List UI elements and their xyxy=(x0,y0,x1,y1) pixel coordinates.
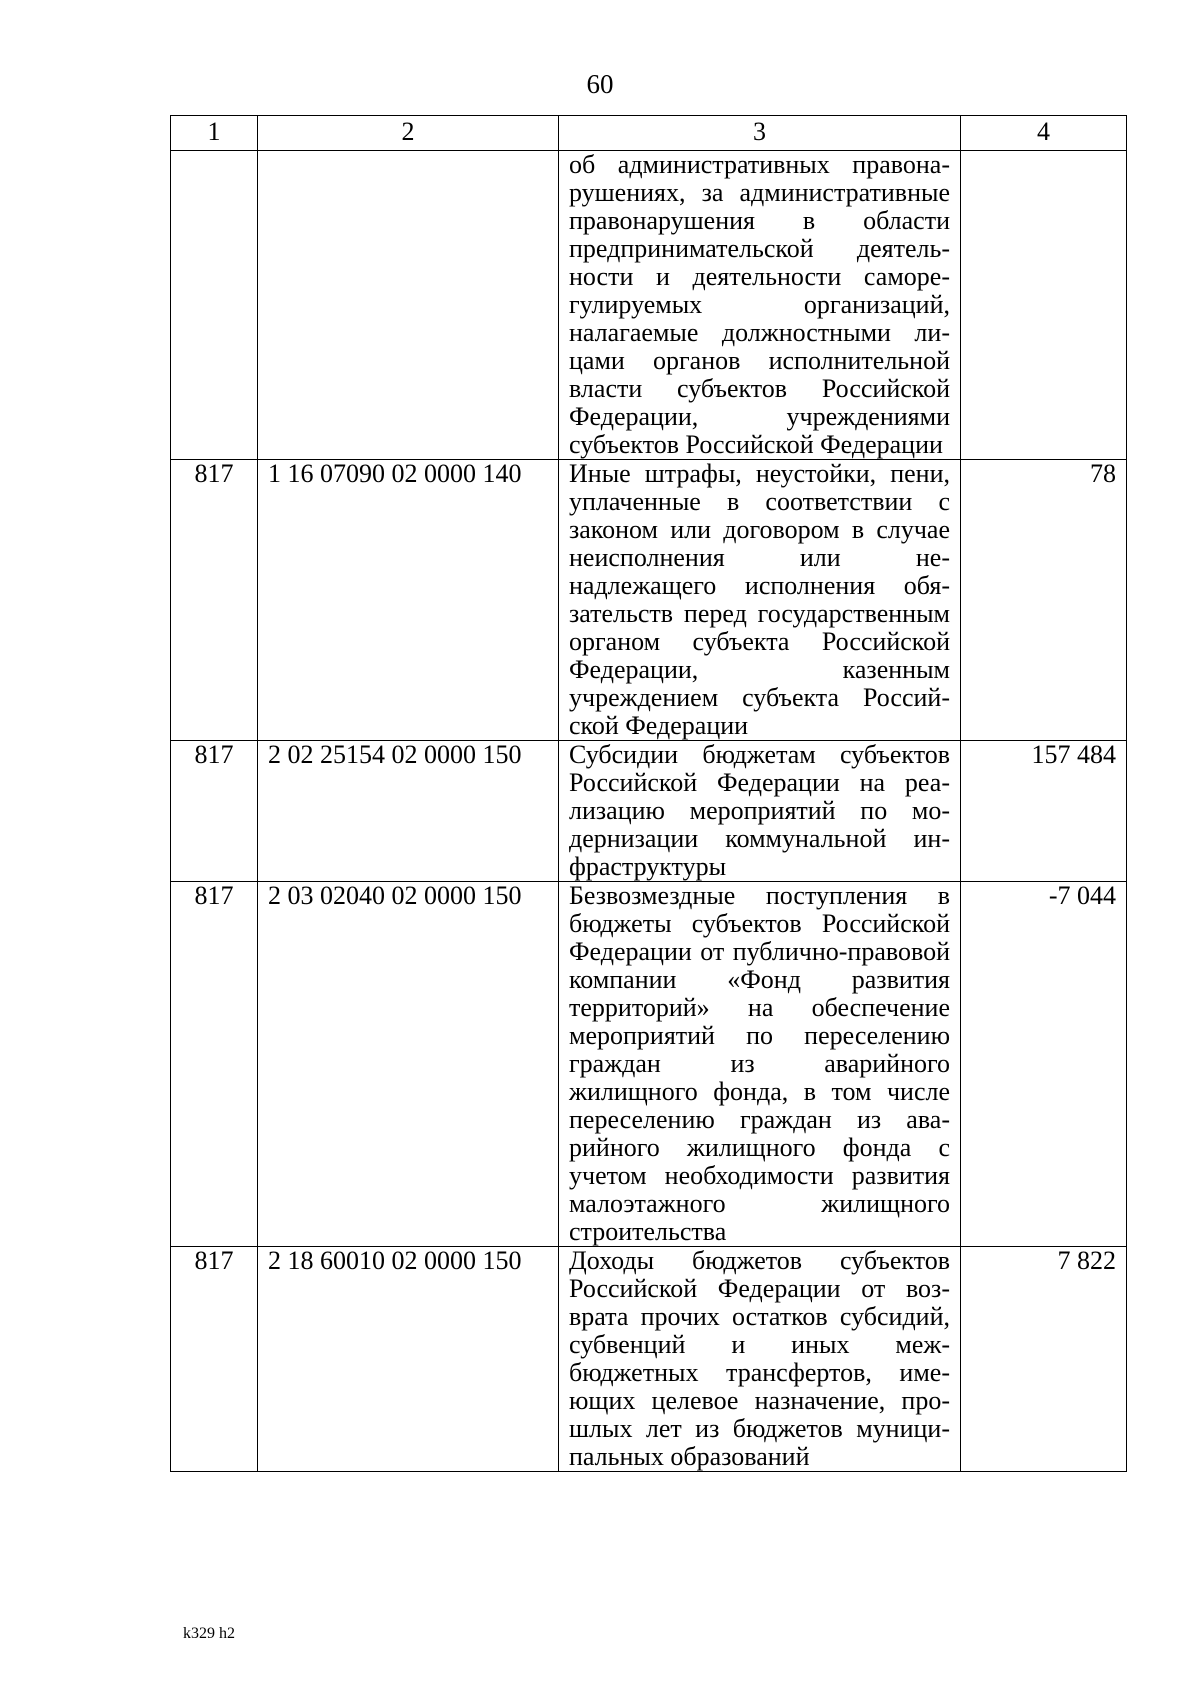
admin-code-cell xyxy=(171,151,258,460)
amount-cell: 7 822 xyxy=(961,1247,1127,1472)
budget-code-cell: 2 18 60010 02 0000 150 xyxy=(258,1247,559,1472)
amount-cell: -7 044 xyxy=(961,882,1127,1247)
admin-code-cell: 817 xyxy=(171,460,258,741)
description-cell: Безвозмездные поступления в бюджеты субъектов Российской Федерации от публично-правовой компании «Фонд развития территорий» на обеспечение мероприятий по переселению граждан из аварийного жилищного фонда, в том числе переселению граждан из аварийного жилищного фонда с учетом необходимости развития малоэтажного жилищного строительства xyxy=(559,882,961,1247)
admin-code-cell: 817 xyxy=(171,882,258,1247)
column-header-1: 1 xyxy=(171,116,258,151)
description-cell: Доходы бюджетов субъектов Российской Федерации от возврата прочих остатков субсидий, субвенций и иных межбюджетных трансфертов, имеющих целевое назначение, прошлых лет из бюджетов муниципальных образований xyxy=(559,1247,961,1472)
column-header-4: 4 xyxy=(961,116,1127,151)
table-row xyxy=(171,1247,1127,1472)
budget-code-cell: 2 03 02040 02 0000 150 xyxy=(258,882,559,1247)
table-row xyxy=(171,460,1127,741)
table-header-row xyxy=(171,116,1127,151)
amount-cell: 157 484 xyxy=(961,741,1127,882)
description-cell: Субсидии бюджетам субъектов Российской Федерации на реализацию мероприятий по модернизации коммунальной инфраструктуры xyxy=(559,741,961,882)
admin-code-cell: 817 xyxy=(171,1247,258,1472)
page-number: 60 xyxy=(586,69,614,99)
budget-revenue-table xyxy=(170,115,1127,1472)
budget-code-cell: 1 16 07090 02 0000 140 xyxy=(258,460,559,741)
table-row xyxy=(171,882,1127,1247)
description-cell: Иные штрафы, неустойки, пени, уплаченные в соответствии с законом или договором в случае неисполнения или ненадлежащего исполнения обязательств перед государственным органом субъекта Российской Федерации, казенным учреждением субъекта Российской Федерации xyxy=(559,460,961,741)
column-header-3: 3 xyxy=(559,116,961,151)
budget-code-cell: 2 02 25154 02 0000 150 xyxy=(258,741,559,882)
admin-code-cell: 817 xyxy=(171,741,258,882)
amount-cell: 78 xyxy=(961,460,1127,741)
column-header-2: 2 xyxy=(258,116,559,151)
table-row xyxy=(171,151,1127,460)
budget-code-cell xyxy=(258,151,559,460)
amount-cell xyxy=(961,151,1127,460)
table-row xyxy=(171,741,1127,882)
description-cell: об административных правонарушениях, за административные правонарушения в области предпринимательской деятельности и деятельности саморегулируемых организаций, налагаемые должностными лицами органов исполнительной власти субъектов Российской Федерации, учреждениями субъектов Российской Федерации xyxy=(559,151,961,460)
document-footer-code: k329 h2 xyxy=(183,1625,235,1642)
